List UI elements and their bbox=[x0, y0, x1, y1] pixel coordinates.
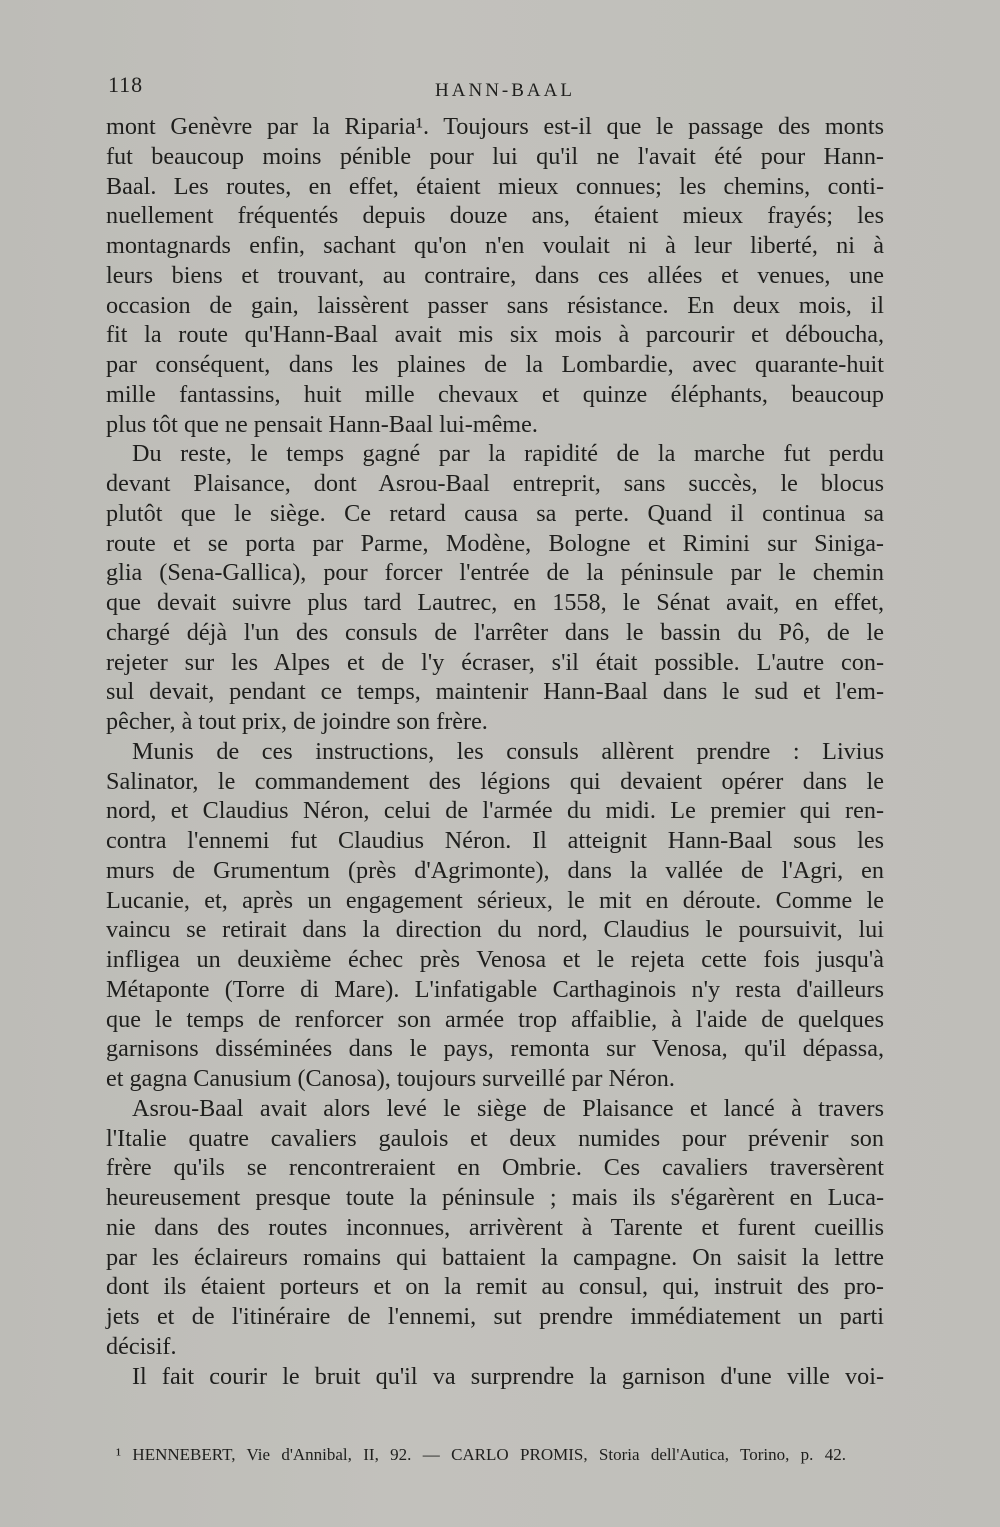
text-line: jets et de l'itinéraire de l'ennemi, sut prendre immédiatement un parti bbox=[106, 1303, 884, 1330]
page-number: 118 bbox=[108, 72, 144, 97]
text-line: frère qu'ils se rencontreraient en Ombrie. Ces cavaliers traversèrent bbox=[106, 1154, 884, 1182]
text-line: par les éclaireurs romains qui battaient la campagne. On saisit la lettre bbox=[106, 1243, 884, 1271]
text-line: fut beaucoup moins pénible pour lui qu'il ne l'avait été pour Hann- bbox=[106, 142, 884, 170]
text-line: Munis de ces instructions, les consuls allèrent prendre : Livius bbox=[132, 737, 884, 765]
text-line: l'Italie quatre cavaliers gaulois et deux numides pour prévenir son bbox=[106, 1124, 884, 1152]
main-text bbox=[106, 112, 884, 1391]
text-line: Du reste, le temps gagné par la rapidité de la marche fut perdu bbox=[132, 440, 884, 468]
text-line: Baal. Les routes, en effet, étaient mieux connues; les chemins, conti- bbox=[106, 172, 884, 200]
text-line: glia (Sena-Gallica), pour forcer l'entrée de la péninsule par le chemin bbox=[106, 559, 884, 587]
text-line: sul devait, pendant ce temps, maintenir Hann-Baal dans le sud et l'em- bbox=[106, 678, 884, 706]
text-line: Lucanie, et, après un engagement sérieux, le mit en déroute. Comme le bbox=[106, 886, 884, 914]
text-line: chargé déjà l'un des consuls de l'arrêter dans le bassin du Pô, de le bbox=[106, 618, 884, 646]
text-line: pêcher, à tout prix, de joindre son frère. bbox=[106, 708, 488, 735]
text-line: occasion de gain, laissèrent passer sans résistance. En deux mois, il bbox=[106, 291, 884, 319]
text-line: plutôt que le siège. Ce retard causa sa perte. Quand il continua sa bbox=[106, 499, 884, 527]
text-line: heureusement presque toute la péninsule ; mais ils s'égarèrent en Luca- bbox=[106, 1184, 884, 1211]
text-line: plus tôt que ne pensait Hann-Baal lui-même. bbox=[106, 410, 538, 438]
text-line: décisif. bbox=[106, 1332, 177, 1360]
text-line: par conséquent, dans les plaines de la Lombardie, avec quarante-huit bbox=[106, 351, 884, 378]
text-line: fit la route qu'Hann-Baal avait mis six mois à parcourir et déboucha, bbox=[106, 321, 884, 349]
text-line: Il fait courir le bruit qu'il va surprendre la garnison d'une ville voi- bbox=[132, 1362, 884, 1390]
text-line: que devait suivre plus tard Lautrec, en 1558, le Sénat avait, en effet, bbox=[106, 589, 884, 616]
text-line: nie dans des routes inconnues, arrivèrent à Tarente et furent cueillis bbox=[106, 1213, 884, 1241]
text-line: nord, et Claudius Néron, celui de l'armée du midi. Le premier qui ren- bbox=[106, 797, 884, 825]
running-title: HANN-BAAL bbox=[435, 80, 575, 101]
text-line: infligea un deuxième échec près Venosa et le rejeta cette fois jusqu'à bbox=[106, 946, 884, 973]
text-line: garnisons disséminées dans le pays, remonta sur Venosa, qu'il dépassa, bbox=[106, 1035, 884, 1063]
text-line: mont Genèvre par la Riparia¹. Toujours est-il que le passage des monts bbox=[106, 113, 884, 140]
text-line: Salinator, le commandement des légions qui devaient opérer dans le bbox=[106, 767, 884, 795]
text-line: Asrou-Baal avait alors levé le siège de Plaisance et lancé à travers bbox=[132, 1094, 884, 1122]
text-line: rejeter sur les Alpes et de l'y écraser, s'il était possible. L'autre con- bbox=[106, 648, 884, 676]
text-line: leurs biens et trouvant, au contraire, dans ces allées et venues, une bbox=[106, 261, 884, 289]
text-line: montagnards enfin, sachant qu'on n'en voulait ni à leur liberté, ni à bbox=[106, 232, 884, 259]
text-line: que le temps de renforcer son armée trop affaiblie, à l'aide de quelques bbox=[106, 1005, 884, 1033]
footnote: ¹ HENNEBERT, Vie d'Annibal, II, 92. — CARLO PROMIS, Storia dell'Autica, Torino, p. 42. bbox=[116, 1445, 846, 1464]
text-line: dont ils étaient porteurs et on la remit au consul, qui, instruit des pro- bbox=[106, 1273, 884, 1301]
text-line: nuellement fréquentés depuis douze ans, étaient mieux frayés; les bbox=[106, 202, 884, 230]
text-line: mille fantassins, huit mille chevaux et quinze éléphants, beaucoup bbox=[106, 380, 884, 408]
text-line: Métaponte (Torre di Mare). L'infatigable Carthaginois n'y resta d'ailleurs bbox=[106, 975, 884, 1003]
text-line: devant Plaisance, dont Asrou-Baal entreprit, sans succès, le blocus bbox=[106, 470, 884, 497]
text-line: vaincu se retirait dans la direction du nord, Claudius le poursuivit, lui bbox=[106, 916, 884, 944]
text-line: contra l'ennemi fut Claudius Néron. Il atteignit Hann-Baal sous les bbox=[106, 827, 884, 854]
text-line: route et se porta par Parme, Modène, Bologne et Rimini sur Siniga- bbox=[106, 529, 884, 557]
text-line: et gagna Canusium (Canosa), toujours surveillé par Néron. bbox=[106, 1065, 675, 1092]
text-line: murs de Grumentum (près d'Agrimonte), dans la vallée de l'Agri, en bbox=[106, 856, 884, 884]
